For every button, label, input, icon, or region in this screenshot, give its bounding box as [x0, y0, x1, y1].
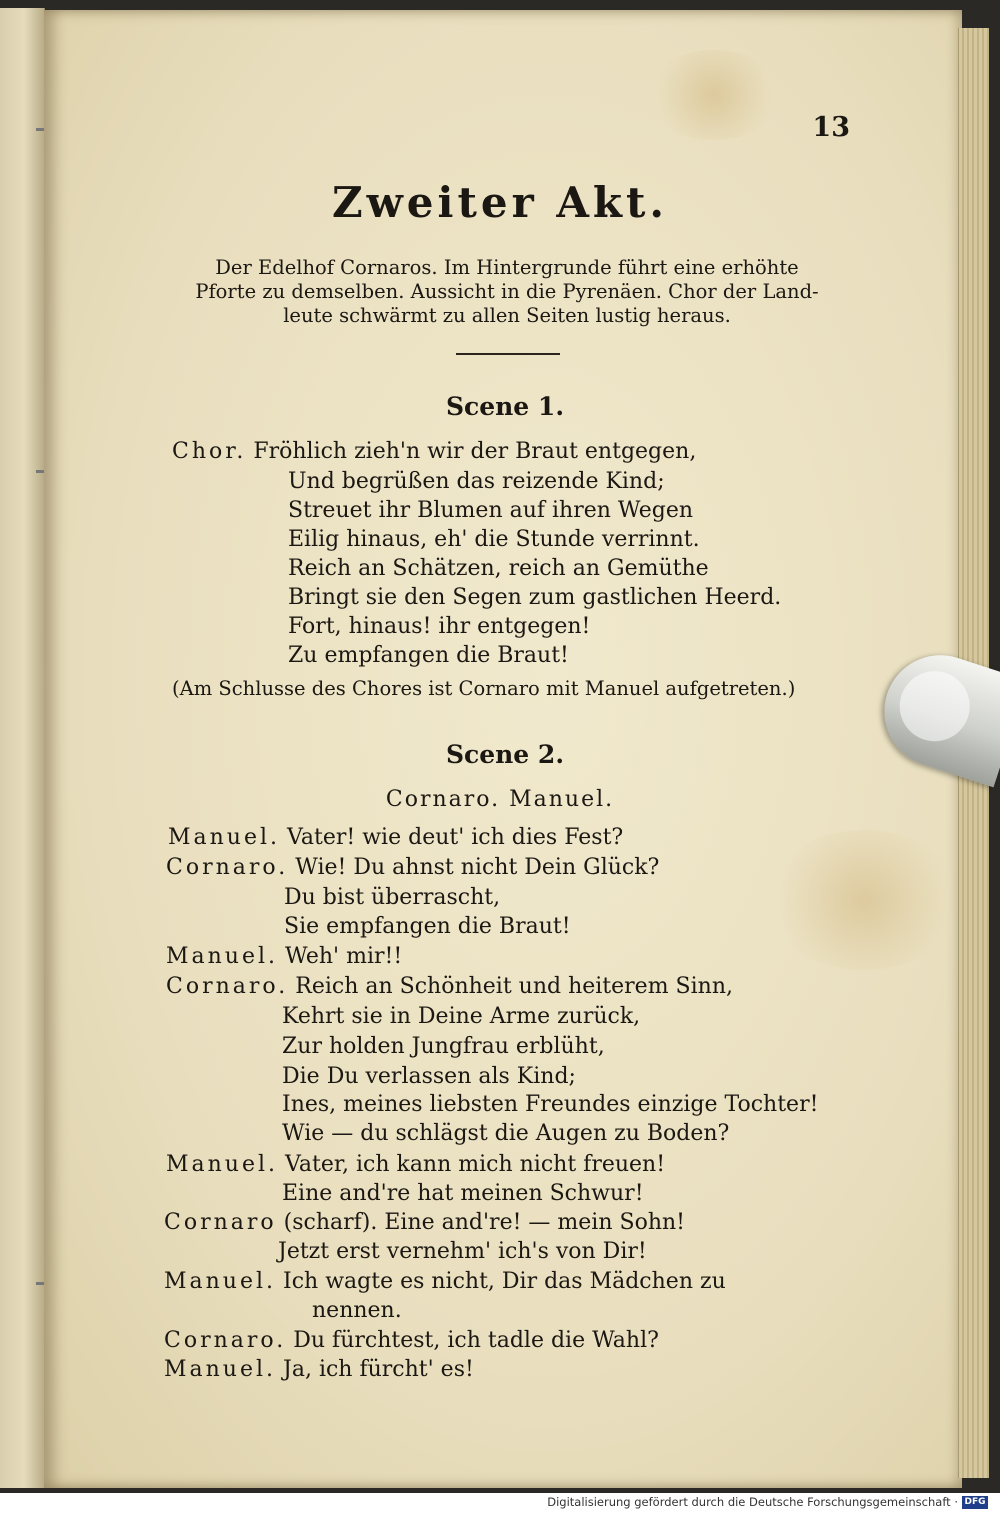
funding-notice: Digitalisierung gefördert durch die Deutsche Forschungsgemeinschaft · — [547, 1495, 958, 1509]
scene-heading: Scene 1. — [445, 392, 565, 421]
speaker-name: Manuel. — [164, 1357, 277, 1382]
verse-line: Eilig hinaus, eh' die Stunde verrinnt. — [288, 527, 700, 552]
dfg-logo: DFG — [962, 1496, 988, 1509]
speaker-name: Cornaro — [164, 1210, 277, 1235]
verse-line: Und begrüßen das reizende Kind; — [288, 469, 665, 494]
dialogue-text: Reich an Schönheit und heiterem Sinn, — [295, 974, 733, 999]
dialogue-line — [166, 972, 733, 1002]
verse-line: Streuet ihr Blumen auf ihren Wegen — [288, 498, 694, 523]
dialogue-line — [166, 942, 402, 972]
dialogue-text: Vater! wie deut' ich dies Fest? — [287, 825, 624, 850]
verse-line: Bringt sie den Segen zum gastlichen Heerd. — [288, 585, 782, 610]
verse-text: Fröhlich zieh'n wir der Braut entgegen, — [253, 439, 697, 464]
dialogue-line: Wie — du schlägst die Augen zu Boden? — [282, 1121, 730, 1146]
stage-direction — [170, 256, 844, 328]
divider-rule — [456, 353, 560, 355]
dialogue-line: Eine and're hat meinen Schwur! — [282, 1181, 644, 1206]
dialogue-line — [164, 1355, 474, 1385]
speaker-name: Manuel. — [164, 1269, 277, 1294]
page-number: 13 — [812, 112, 850, 143]
dialogue-text: Du fürchtest, ich tadle die Wahl? — [293, 1328, 659, 1353]
dialogue-line: Du bist überrascht, — [284, 885, 501, 910]
closing-stage-direction: (Am Schlusse des Chores ist Cornaro mit Manuel aufgetreten.) — [172, 677, 796, 700]
dialogue-text: (scharf). Eine and're! — mein Sohn! — [283, 1210, 685, 1235]
speaker-name: Manuel. — [166, 944, 279, 969]
stage-direction-line: Pforte zu demselben. Aussicht in die Pyrenäen. Chor der Land- — [195, 280, 819, 303]
dialogue-line: Die Du verlassen als Kind; — [282, 1064, 576, 1089]
speaker-name: Cornaro. — [166, 974, 289, 999]
dialogue-line: Sie empfangen die Braut! — [284, 914, 571, 939]
dialogue-line: Zur holden Jungfrau erblüht, — [282, 1034, 605, 1059]
footer-bar — [0, 1493, 1000, 1513]
scene-heading: Scene 2. — [445, 740, 565, 769]
dialogue-line — [168, 823, 623, 853]
dialogue-line: nennen. — [312, 1298, 402, 1323]
dialogue-line — [164, 1208, 685, 1238]
dialogue-line: Jetzt erst vernehm' ich's von Dir! — [278, 1239, 647, 1264]
speaker-name: Chor. — [172, 439, 247, 464]
dialogue-line — [164, 1267, 726, 1297]
speaker-name: Manuel. — [166, 1152, 279, 1177]
stage-direction-line: leute schwärmt zu allen Seiten lustig heraus. — [283, 304, 731, 327]
act-title: Zweiter Akt. — [331, 178, 669, 227]
speaker-name: Cornaro. — [164, 1328, 287, 1353]
dialogue-line — [166, 853, 659, 883]
verse-line — [172, 437, 696, 467]
dialogue-text: Vater, ich kann mich nicht freuen! — [285, 1152, 666, 1177]
dialogue-line: Ines, meines liebsten Freundes einzige Tochter! — [282, 1092, 819, 1117]
verse-line: Fort, hinaus! ihr entgegen! — [288, 614, 591, 639]
verse-line: Reich an Schätzen, reich an Gemüthe — [288, 556, 709, 581]
stage-direction-line: Der Edelhof Cornaros. Im Hintergrunde führt eine erhöhte — [215, 256, 799, 279]
cast-list: Cornaro. Manuel. — [385, 787, 615, 812]
dialogue-text: Weh' mir!! — [285, 944, 403, 969]
dialogue-text: Ich wagte es nicht, Dir das Mädchen zu — [283, 1269, 726, 1294]
dialogue-line: Kehrt sie in Deine Arme zurück, — [282, 1004, 641, 1029]
dialogue-text: Ja, ich fürcht' es! — [283, 1357, 474, 1382]
dialogue-line — [164, 1326, 659, 1356]
verse-line: Zu empfangen die Braut! — [288, 643, 569, 668]
speaker-name: Manuel. — [168, 825, 281, 850]
dialogue-line — [166, 1150, 665, 1180]
dialogue-text: Wie! Du ahnst nicht Dein Glück? — [295, 855, 660, 880]
speaker-name: Cornaro. — [166, 855, 289, 880]
